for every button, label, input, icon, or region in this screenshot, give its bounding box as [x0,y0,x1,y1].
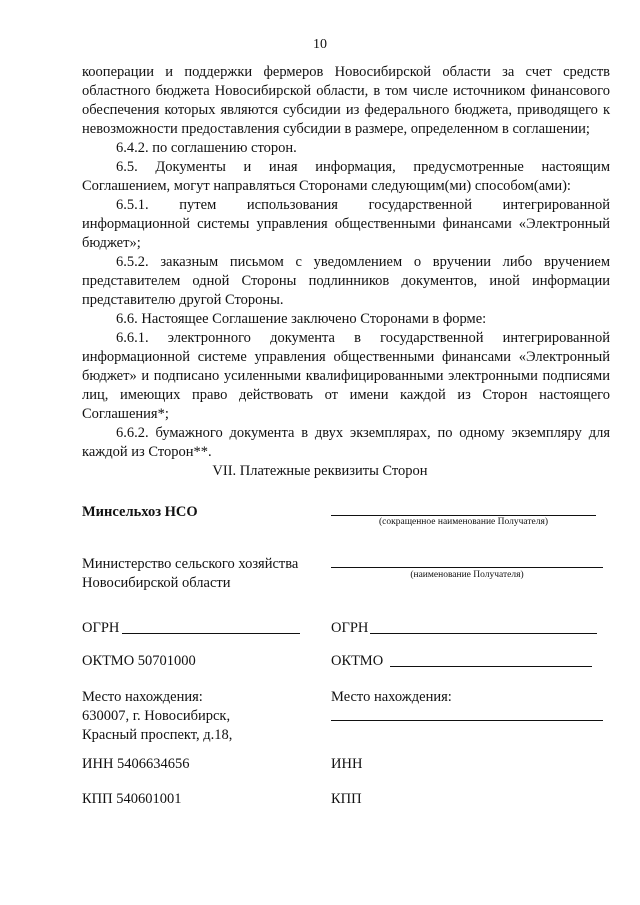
left-kpp: КПП 540601001 [82,791,182,807]
left-oktmo: ОКТМО 50701000 [82,653,196,669]
left-full-name-line1: Министерство сельского хозяйства [82,556,299,572]
left-address-line1: 630007, г. Новосибирск, [82,708,231,724]
right-location-blank [331,720,603,721]
paragraph-6-5: 6.5. Документы и иная информация, предусмотренные настоящим Соглашением, могут направляться Сторонами следующим(ми) способом(ами): [82,159,610,194]
paragraph-6-6-2: 6.6.2. бумажного документа в двух экземплярах, по одному экземпляру для каждой из Сторон**. [82,425,610,460]
right-oktmo-label: ОКТМО [331,653,384,669]
right-full-name-caption: (наименование Получателя) [410,570,524,580]
right-ogrn-blank [370,633,597,634]
left-inn: ИНН 5406634656 [82,756,190,772]
right-ogrn-label: ОГРН [331,620,369,636]
left-ogrn-blank [122,633,300,634]
right-short-name-blank [331,515,596,516]
paragraph-6-5-2: 6.5.2. заказным письмом с уведомлением о вручении либо вручением представителем одной Стороны подлинников документов, иной информации представителю другой Стороны. [82,254,610,308]
paragraph-continuation: кооперации и поддержки фермеров Новосибирской области за счет средств областного бюджета Новосибирской области, в том числе источником финансового обеспечения которых являются субсидии из федерального бюджета, приводящего к невозможности предоставления субсидии в размере, определенном в соглашении; [82,64,610,137]
right-kpp: КПП [331,791,362,807]
paragraph-6-6-1: 6.6.1. электронного документа в государственной интегрированной информационной системе управления общественными финансами «Электронный бюджет» и подписано усиленными квалифицированными электронными подписями лиц, имеющих право действовать от имени каждой из Сторон настоящего Соглашения*; [82,330,610,422]
left-address-line2: Красный проспект, д.18, [82,727,233,743]
right-oktmo-blank [390,666,592,667]
left-location-label: Место нахождения: [82,689,203,705]
left-ogrn-label: ОГРН [82,620,120,636]
paragraph-6-4-2: 6.4.2. по соглашению сторон. [116,140,297,156]
paragraph-6-5-1: 6.5.1. путем использования государственной интегрированной информационной системы управления общественными финансами «Электронный бюджет»; [82,197,610,251]
right-full-name-blank [331,567,603,568]
agreement-text [82,63,610,462]
paragraph-6-6: 6.6. Настоящее Соглашение заключено Сторонами в форме: [116,311,487,327]
right-location-label: Место нахождения: [331,689,452,705]
left-short-name: Минсельхоз НСО [82,504,198,520]
right-short-name-caption: (сокращенное наименование Получателя) [378,517,549,527]
right-inn: ИНН [331,756,363,772]
left-full-name-line2: Новосибирской области [82,575,231,591]
page-number: 10 [313,37,327,52]
section-title: VII. Платежные реквизиты Сторон [212,463,428,479]
